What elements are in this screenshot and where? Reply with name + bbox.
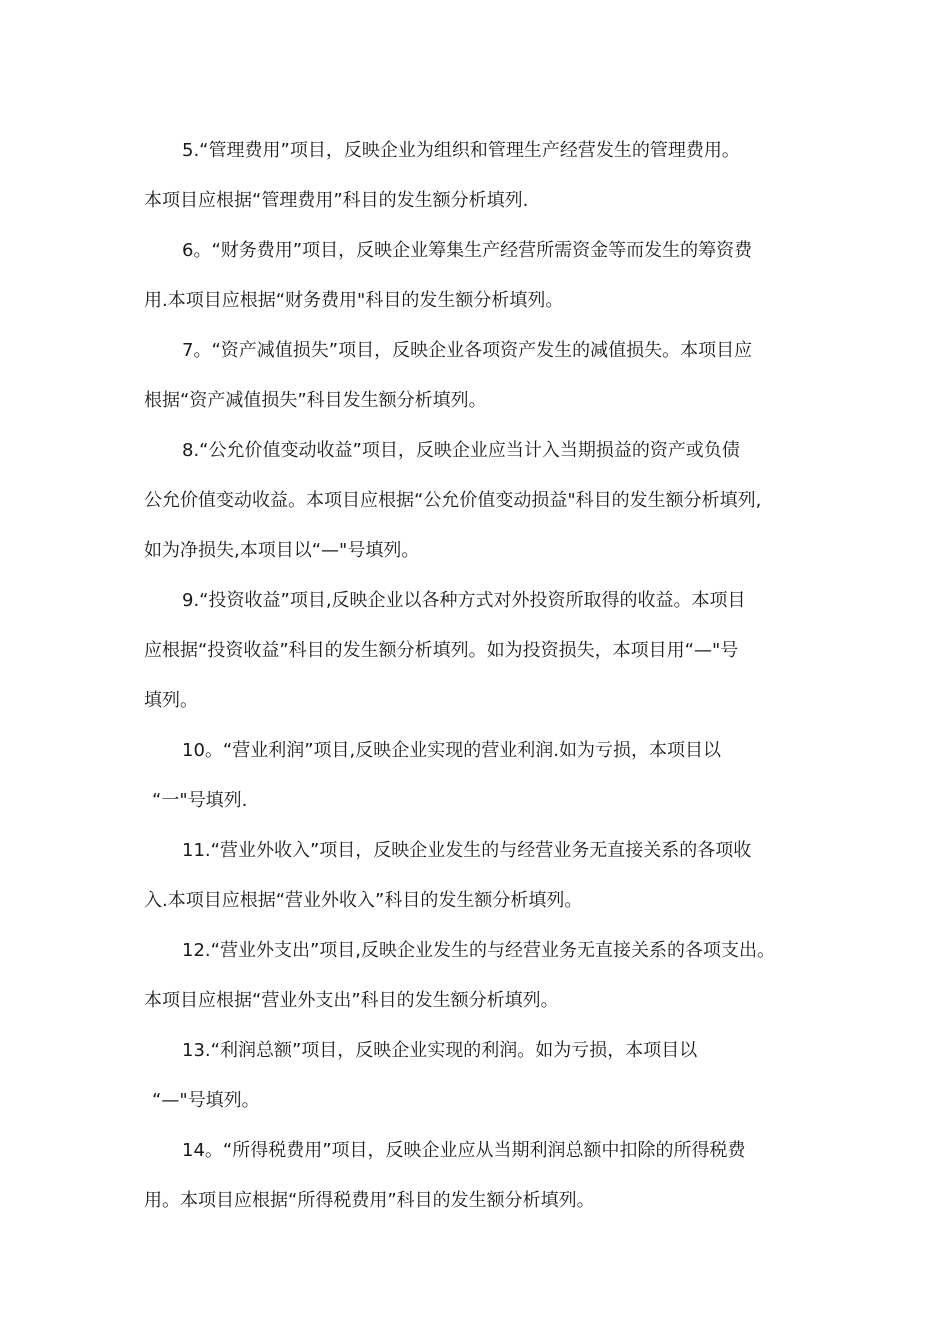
text-line: “—"号填列。 [152,1090,260,1111]
text-line: 公允价值变动收益。本项目应根据“公允价值变动损益"科目的发生额分析填列, [144,490,762,511]
text-line: 9.“投资收益”项目,反映企业以各种方式对外投资所取得的收益。本项目 [182,590,746,611]
text-line: 用.本项目应根据“财务费用"科目的发生额分析填列。 [144,290,564,311]
text-line: 入.本项目应根据“营业外收入”科目的发生额分析填列。 [144,890,583,911]
text-line: 应根据“投资收益”科目的发生额分析填列。如为投资损失，本项目用“—"号 [144,640,739,661]
text-line: 10。“营业利润”项目,反映企业实现的营业利润.如为亏损，本项目以 [182,740,721,761]
text-line: 14。“所得税费用”项目，反映企业应从当期利润总额中扣除的所得税费 [182,1140,746,1161]
text-line: 用。本项目应根据“所得税费用”科目的发生额分析填列。 [144,1190,595,1211]
text-line: 8.“公允价值变动收益”项目，反映企业应当计入当期损益的资产或负债 [182,440,740,461]
text-line: 本项目应根据“营业外支出”科目的发生额分析填列。 [144,990,559,1011]
text-line: 根据“资产减值损失”科目发生额分析填列。 [144,390,487,411]
text-line: 5.“管理费用”项目，反映企业为组织和管理生产经营发生的管理费用。 [182,140,740,161]
text-line: 6。“财务费用”项目，反映企业筹集生产经营所需资金等而发生的筹资费 [182,240,753,261]
text-line: 本项目应根据“管理费用”科目的发生额分析填列. [144,190,529,211]
text-line: 11.“营业外收入”项目，反映企业发生的与经营业务无直接关系的各项收 [182,840,752,861]
text-line: “一"号填列. [152,790,248,811]
text-line: 如为净损失,本项目以“—"号填列。 [144,540,420,561]
text-line: 12.“营业外支出”项目,反映企业发生的与经营业务无直接关系的各项支出。 [182,940,775,961]
text-line: 7。“资产减值损失”项目，反映企业各项资产发生的减值损失。本项目应 [182,340,753,361]
text-line: 填列。 [144,690,198,711]
text-line: 13.“利润总额”项目，反映企业实现的利润。如为亏损，本项目以 [182,1040,698,1061]
